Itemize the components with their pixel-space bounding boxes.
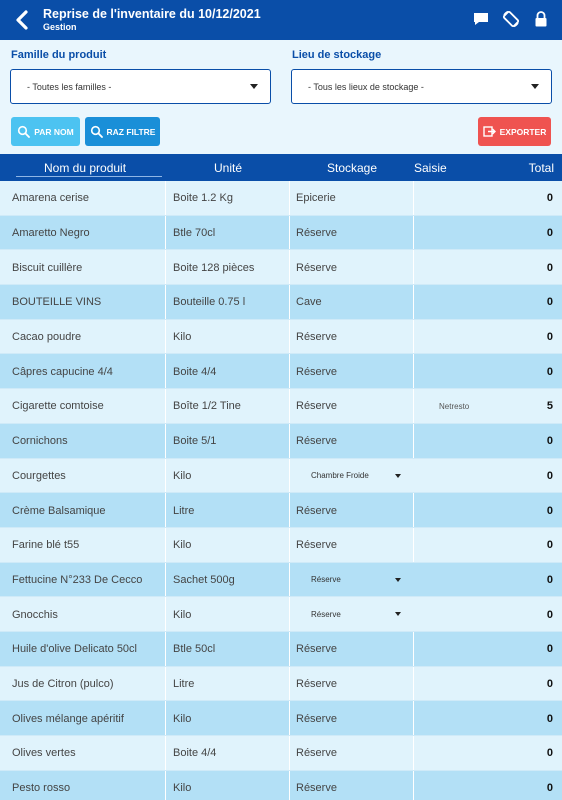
table-row[interactable]: [0, 563, 562, 598]
product-unit: Litre: [173, 677, 195, 690]
lieu-select-value: - Tous les lieux de stockage -: [308, 81, 424, 92]
product-total: 0: [546, 331, 553, 344]
famille-select[interactable]: [10, 69, 271, 104]
back-arrow-icon[interactable]: [12, 9, 34, 31]
chevron-down-icon: [531, 84, 539, 89]
product-name: BOUTEILLE VINS: [12, 296, 102, 309]
product-total: 0: [546, 227, 553, 240]
product-unit: Boîte 1/2 Tine: [173, 400, 241, 413]
table-row[interactable]: [0, 216, 562, 251]
column-divider: [165, 181, 166, 216]
column-divider: [413, 216, 414, 251]
product-total: 0: [546, 365, 553, 378]
product-name: Cigarette comtoise: [12, 400, 104, 413]
product-name: Farine blé t55: [12, 539, 80, 552]
product-unit: Kilo: [173, 539, 192, 552]
product-unit: Btle 70cl: [173, 227, 216, 240]
stockage-dropdown[interactable]: Réserve: [311, 575, 341, 585]
famille-select-value: - Toutes les familles -: [27, 81, 112, 92]
product-name: Fettucine N°233 De Cecco: [12, 573, 143, 586]
chevron-down-icon: [250, 84, 258, 89]
exporter-label: EXPORTER: [499, 126, 547, 137]
column-divider: [289, 771, 290, 800]
column-divider: [289, 597, 290, 632]
column-divider: [165, 563, 166, 598]
product-stockage: Réserve: [296, 400, 337, 413]
table-row[interactable]: [0, 528, 562, 563]
lieu-label: Lieu de stockage: [292, 49, 382, 61]
column-divider: [413, 320, 414, 355]
product-stockage: Réserve: [296, 435, 337, 448]
product-stockage: Réserve: [296, 747, 337, 760]
product-name: Olives mélange apéritif: [12, 712, 124, 725]
product-stockage: Réserve: [296, 365, 337, 378]
product-total: 0: [546, 677, 553, 690]
product-total: 0: [546, 435, 553, 448]
chevron-down-icon[interactable]: [395, 474, 401, 478]
column-divider: [165, 459, 166, 494]
table-row[interactable]: [0, 181, 562, 216]
column-divider: [165, 250, 166, 285]
column-divider: [289, 250, 290, 285]
column-divider: [413, 354, 414, 389]
column-divider: [165, 320, 166, 355]
sort-indicator: [16, 176, 162, 177]
product-unit: Kilo: [173, 331, 192, 344]
product-unit: Litre: [173, 504, 195, 517]
product-name: Crème Balsamique: [12, 504, 106, 517]
product-unit: Kilo: [173, 608, 192, 621]
column-divider: [165, 667, 166, 702]
page-subtitle: Gestion: [43, 22, 77, 32]
table-row[interactable]: [0, 632, 562, 667]
product-stockage: Cave: [296, 296, 322, 309]
column-divider: [413, 250, 414, 285]
column-divider: [289, 285, 290, 320]
par-nom-label: PAR NOM: [34, 126, 74, 137]
column-divider: [289, 181, 290, 216]
product-stockage: Réserve: [296, 227, 337, 240]
chat-icon[interactable]: [472, 10, 490, 28]
product-unit: Kilo: [173, 469, 192, 482]
product-total: 0: [546, 712, 553, 725]
chevron-down-icon[interactable]: [395, 578, 401, 582]
famille-label: Famille du produit: [11, 49, 107, 61]
table-row[interactable]: [0, 459, 562, 494]
column-divider: [413, 493, 414, 528]
column-divider: [165, 389, 166, 424]
column-divider: [413, 736, 414, 771]
product-table: [0, 181, 562, 800]
table-row[interactable]: [0, 597, 562, 632]
column-divider: [289, 354, 290, 389]
saisie-value[interactable]: Netresto: [439, 401, 470, 411]
table-row[interactable]: [0, 701, 562, 736]
product-unit: Boite 128 pièces: [173, 261, 255, 274]
column-divider: [165, 528, 166, 563]
raz-filtre-button[interactable]: [85, 117, 160, 146]
product-name: Cacao poudre: [12, 331, 82, 344]
table-row[interactable]: [0, 285, 562, 320]
column-divider: [165, 597, 166, 632]
product-stockage: Réserve: [296, 331, 337, 344]
product-name: Amarena cerise: [12, 192, 90, 205]
column-divider: [289, 632, 290, 667]
column-divider: [413, 701, 414, 736]
product-total: 5: [546, 400, 553, 413]
col-header-saisie: Saisie: [414, 161, 447, 175]
col-header-total: Total: [528, 161, 554, 175]
product-total: 0: [546, 573, 553, 586]
table-row[interactable]: [0, 493, 562, 528]
header-actions: [472, 10, 550, 28]
product-stockage: Réserve: [296, 643, 337, 656]
product-stockage: Réserve: [296, 504, 337, 517]
app-header: [0, 0, 562, 40]
product-stockage: Réserve: [296, 677, 337, 690]
product-total: 0: [546, 608, 553, 621]
column-divider: [289, 424, 290, 459]
product-stockage: Réserve: [296, 782, 337, 795]
product-total: 0: [546, 539, 553, 552]
column-divider: [289, 459, 290, 494]
product-name: Jus de Citron (pulco): [12, 677, 114, 690]
product-total: 0: [546, 643, 553, 656]
product-stockage: Réserve: [296, 539, 337, 552]
table-row[interactable]: [0, 354, 562, 389]
product-unit: Sachet 500g: [173, 573, 235, 586]
table-row[interactable]: [0, 771, 562, 800]
column-divider: [289, 216, 290, 251]
column-divider: [165, 424, 166, 459]
product-stockage: Epicerie: [296, 192, 336, 205]
column-divider: [165, 701, 166, 736]
product-name: Pesto rosso: [12, 782, 71, 795]
header-titles: [43, 7, 261, 33]
product-total: 0: [546, 747, 553, 760]
table-row[interactable]: [0, 736, 562, 771]
table-row[interactable]: [0, 250, 562, 285]
chevron-down-icon[interactable]: [395, 612, 401, 616]
product-stockage: Réserve: [296, 712, 337, 725]
product-name: Câpres capucine 4/4: [12, 365, 113, 378]
stockage-dropdown[interactable]: Réserve: [311, 610, 341, 620]
column-divider: [289, 563, 290, 598]
product-unit: Boite 1.2 Kg: [173, 192, 233, 205]
product-unit: Boite 4/4: [173, 365, 217, 378]
table-row[interactable]: [0, 389, 562, 424]
column-divider: [289, 528, 290, 563]
product-name: Amaretto Negro: [12, 227, 90, 240]
product-name: Gnocchis: [12, 608, 58, 621]
column-divider: [289, 701, 290, 736]
col-header-stockage: Stockage: [327, 161, 378, 175]
product-unit: Boite 4/4: [173, 747, 217, 760]
raz-filtre-label: RAZ FILTRE: [106, 126, 156, 137]
product-unit: Kilo: [173, 782, 192, 795]
exporter-button[interactable]: [478, 117, 551, 146]
column-divider: [165, 632, 166, 667]
product-total: 0: [546, 296, 553, 309]
column-divider: [165, 285, 166, 320]
stockage-dropdown[interactable]: Chambre Froide: [311, 471, 369, 481]
screen-rotation-icon[interactable]: [502, 10, 520, 28]
product-unit: Btle 50cl: [173, 643, 216, 656]
lock-icon[interactable]: [532, 10, 550, 28]
product-unit: Bouteille 0.75 l: [173, 296, 246, 309]
product-total: 0: [546, 261, 553, 274]
column-divider: [413, 667, 414, 702]
product-name: Courgettes: [12, 469, 66, 482]
product-unit: Boite 5/1: [173, 435, 217, 448]
col-header-unite: Unité: [214, 161, 243, 175]
product-total: 0: [546, 192, 553, 205]
column-divider: [413, 181, 414, 216]
search-icon: [17, 125, 30, 138]
product-total: 0: [546, 782, 553, 795]
column-divider: [413, 424, 414, 459]
table-row[interactable]: [0, 667, 562, 702]
search-icon: [90, 125, 103, 138]
product-unit: Kilo: [173, 712, 192, 725]
column-divider: [289, 736, 290, 771]
export-icon: [483, 125, 496, 138]
column-divider: [289, 320, 290, 355]
product-total: 0: [546, 469, 553, 482]
column-divider: [289, 389, 290, 424]
column-divider: [165, 493, 166, 528]
col-header-nom[interactable]: Nom du produit: [44, 161, 127, 175]
column-divider: [165, 216, 166, 251]
product-stockage: Réserve: [296, 261, 337, 274]
product-name: Cornichons: [12, 435, 68, 448]
column-divider: [413, 632, 414, 667]
table-row[interactable]: [0, 424, 562, 459]
column-divider: [289, 667, 290, 702]
column-divider: [289, 493, 290, 528]
table-header: [0, 154, 562, 181]
lieu-select[interactable]: [291, 69, 552, 104]
column-divider: [413, 528, 414, 563]
par-nom-button[interactable]: [11, 117, 80, 146]
product-name: Olives vertes: [12, 747, 76, 760]
column-divider: [413, 285, 414, 320]
table-row[interactable]: [0, 320, 562, 355]
product-name: Biscuit cuillère: [12, 261, 83, 274]
column-divider: [413, 771, 414, 800]
product-total: 0: [546, 504, 553, 517]
column-divider: [165, 736, 166, 771]
column-divider: [165, 771, 166, 800]
product-name: Huile d'olive Delicato 50cl: [12, 643, 137, 656]
page-title: Reprise de l'inventaire du 10/12/2021: [43, 7, 261, 21]
column-divider: [413, 389, 414, 424]
column-divider: [165, 354, 166, 389]
